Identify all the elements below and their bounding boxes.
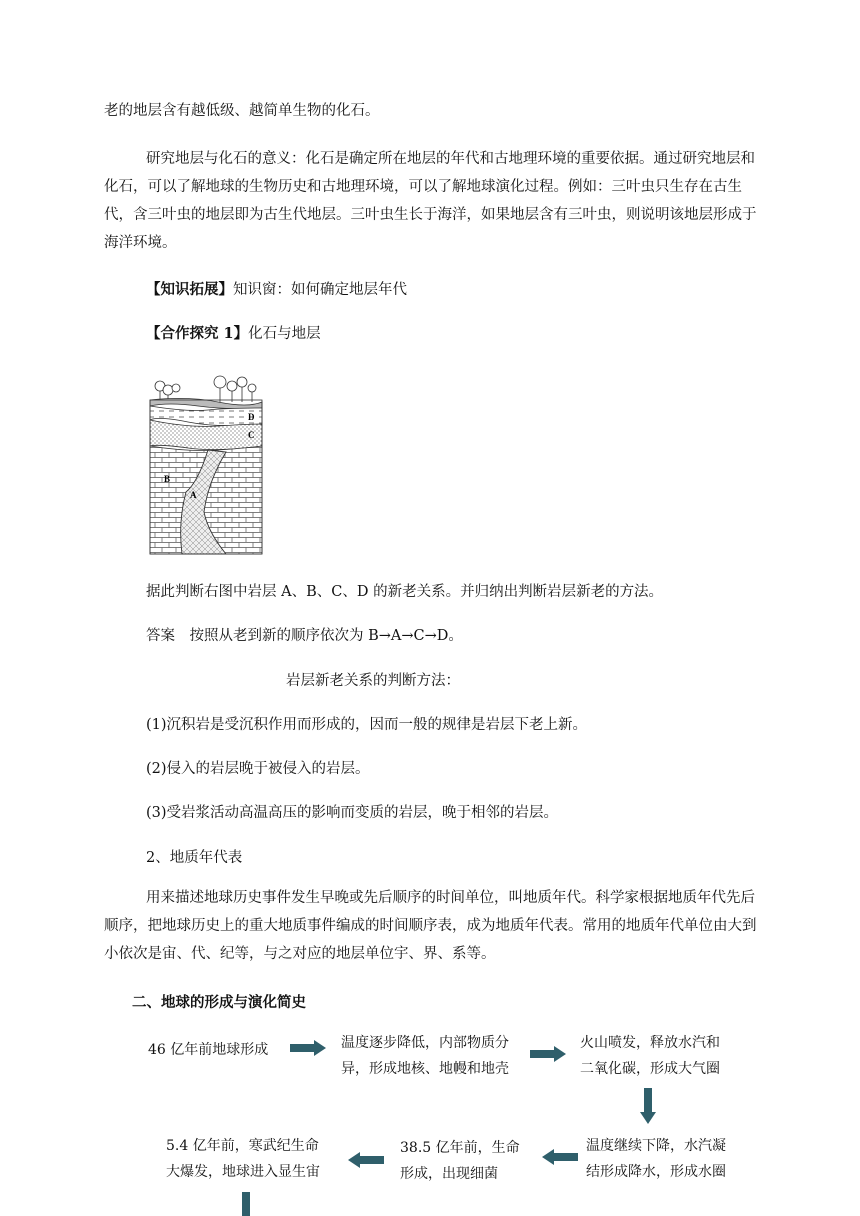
flow-box-1: 46 亿年前地球形成 bbox=[148, 1042, 269, 1058]
flow-box-6: 5.4 亿年前，寒武纪生命 大爆发，地球进入显生宙 bbox=[166, 1138, 320, 1180]
flow-box-3: 火山喷发，释放水汽和 二氧化碳，形成大气圈 bbox=[580, 1035, 720, 1077]
answer-line: 答案 按照从老到新的顺序依次为 B→A→C→D。 bbox=[146, 628, 463, 644]
label-b: B bbox=[164, 474, 171, 484]
strata-figure bbox=[148, 372, 264, 556]
extension-text: 知识窗：如何确定地层年代 bbox=[233, 282, 407, 298]
arrow-down-stem bbox=[242, 1192, 250, 1216]
cooperation-text: 化石与地层 bbox=[248, 326, 321, 342]
method-title: 岩层新老关系的判断方法： bbox=[286, 673, 460, 689]
paragraph-significance: 研究地层与化石的意义：化石是确定所在地层的年代和古地理环境的重要依据。通过研究地层和化石，可以了解地球的生物历史和古地理环境，可以了解地球演化过程。例如：三叶虫只生存在古生代，含三叶虫的地层即为古生代地层。三叶虫生长于海洋，如果地层含有三叶虫，则说明该地层形成于海洋环境。 bbox=[104, 151, 757, 251]
text-line: 老的地层含有越低级、越简单生物的化石。 bbox=[104, 103, 380, 119]
section-heading: 二、地球的形成与演化简史 bbox=[132, 994, 306, 1011]
cooperation-tag: 【合作探究 1】 bbox=[146, 325, 249, 342]
arrow-left-icon bbox=[542, 1149, 578, 1165]
section-geologic-time: 2、地质年代表 bbox=[146, 850, 243, 866]
method-2: (2)侵入的岩层晚于被侵入的岩层。 bbox=[146, 761, 370, 777]
question-line: 据此判断右图中岩层 A、B、C、D 的新老关系。并归纳出判断岩层新老的方法。 bbox=[146, 584, 664, 600]
method-3: (3)受岩浆活动高温高压的影响而变质的岩层，晚于相邻的岩层。 bbox=[146, 805, 559, 821]
label-a: A bbox=[190, 490, 197, 500]
arrow-right-icon bbox=[290, 1040, 326, 1056]
label-d: D bbox=[248, 412, 255, 422]
arrow-down-icon bbox=[640, 1088, 656, 1124]
flow-box-4: 温度继续下降，水汽凝 结形成降水，形成水圈 bbox=[586, 1138, 726, 1180]
paragraph-geologic-time: 用来描述地球历史事件发生早晚或先后顺序的时间单位，叫地质年代。科学家根据地质年代先后顺序，把地球历史上的重大地质事件编成的时间顺序表，成为地质年代表。常用的地质年代单位由大到小依次是宙、代、纪等，与之对应的地层单位宇、界、系等。 bbox=[104, 890, 757, 962]
flow-box-2: 温度逐步降低，内部物质分 异，形成地核、地幔和地壳 bbox=[341, 1035, 509, 1077]
cooperation-line bbox=[146, 324, 321, 344]
label-c: C bbox=[248, 430, 255, 440]
extension-tag: 【知识拓展】 bbox=[146, 281, 233, 298]
arrow-left-icon bbox=[348, 1152, 384, 1168]
flow-box-5: 38.5 亿年前，生命 形成，出现细菌 bbox=[400, 1140, 520, 1182]
knowledge-extension-line bbox=[146, 280, 407, 300]
arrow-right-icon bbox=[530, 1046, 566, 1062]
method-1: (1)沉积岩是受沉积作用而形成的，因而一般的规律是岩层下老上新。 bbox=[146, 717, 588, 733]
